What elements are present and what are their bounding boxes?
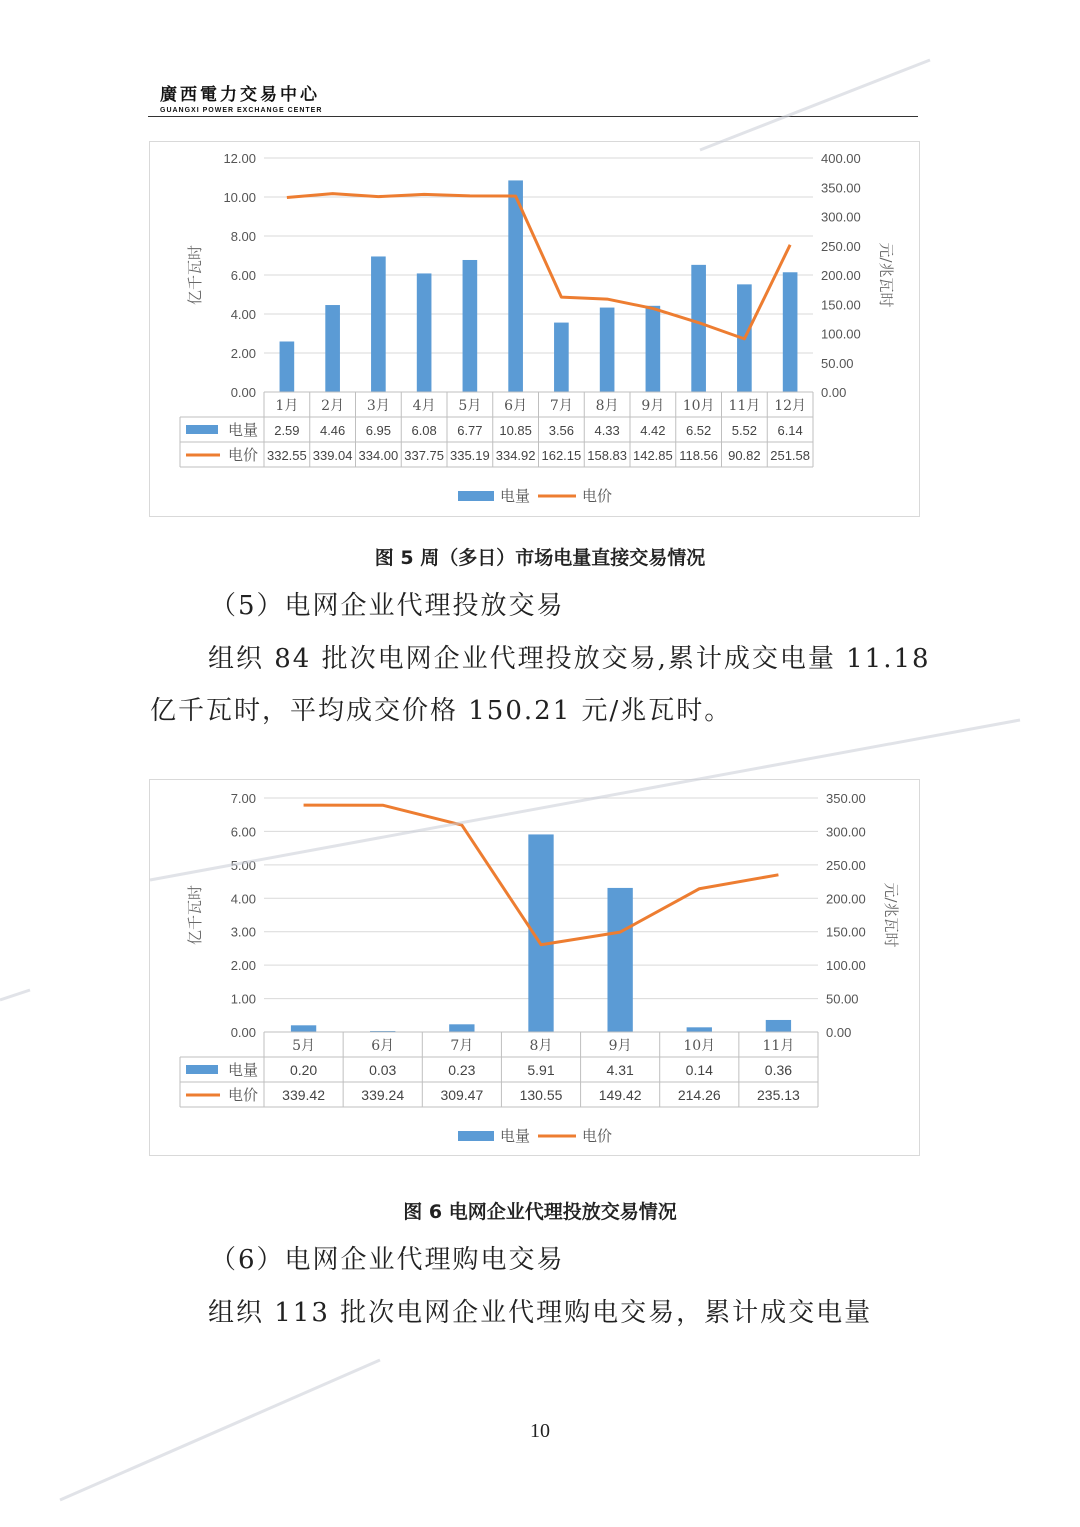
table-cell-price: 334.00 xyxy=(358,448,399,463)
table-cell-volume: 0.03 xyxy=(369,1062,397,1078)
bar-8月 xyxy=(600,308,615,392)
y-right-tick-label: 50.00 xyxy=(821,355,854,371)
table-key-volume xyxy=(186,1065,218,1074)
x-tick-label: 8月 xyxy=(595,398,619,414)
y-right-tick-label: 0.00 xyxy=(826,1025,852,1040)
table-cell-volume: 6.08 xyxy=(411,423,437,438)
bar-7月 xyxy=(449,1024,474,1032)
x-tick-label: 12月 xyxy=(774,398,807,414)
y-left-tick-label: 4.00 xyxy=(230,891,256,907)
bar-1月 xyxy=(280,341,295,392)
bar-5月 xyxy=(291,1025,316,1032)
y-left-axis-title: 亿千瓦时 xyxy=(186,884,204,946)
figure-5-caption: 图 5 周（多日）市场电量直接交易情况 xyxy=(374,547,706,569)
y-right-tick-label: 300.00 xyxy=(821,209,861,225)
table-cell-volume: 4.42 xyxy=(640,423,666,438)
table-cell-price: 339.04 xyxy=(312,448,353,463)
y-right-tick-label: 250.00 xyxy=(821,238,861,254)
table-cell-price: 251.58 xyxy=(770,448,811,463)
legend-key-volume xyxy=(458,491,494,501)
bar-10月 xyxy=(687,1027,712,1032)
table-cell-price: 235.13 xyxy=(757,1087,800,1103)
table-cell-price: 142.85 xyxy=(632,448,673,463)
x-tick-label: 11月 xyxy=(762,1038,795,1054)
table-cell-volume: 0.23 xyxy=(448,1062,476,1078)
table-row-label-volume: 电量 xyxy=(228,1061,259,1079)
legend-label-price: 电价 xyxy=(582,1127,613,1145)
chart-6-svg xyxy=(150,780,919,1155)
legend-label-volume: 电量 xyxy=(500,487,531,505)
y-right-tick-label: 350.00 xyxy=(826,791,866,806)
bar-12月 xyxy=(783,272,798,392)
table-cell-price: 90.82 xyxy=(728,448,761,463)
table-cell-volume: 4.31 xyxy=(606,1062,634,1078)
price-line xyxy=(287,194,790,339)
chart-5-svg xyxy=(150,142,919,516)
table-cell-volume: 0.14 xyxy=(685,1062,713,1078)
table-row-label-price: 电价 xyxy=(228,446,259,464)
y-right-tick-label: 350.00 xyxy=(821,180,861,196)
table-cell-volume: 6.14 xyxy=(777,423,803,438)
section-5-line-1: 组织 84 批次电网企业代理投放交易,累计成交电量 11.18 xyxy=(208,644,931,674)
y-left-axis-title: 亿千瓦时 xyxy=(186,244,204,306)
y-right-tick-label: 150.00 xyxy=(821,297,861,313)
y-left-tick-label: 0.00 xyxy=(230,1025,256,1040)
section-5-line-2: 亿千瓦时，平均成交价格 150.21 元/兆瓦时。 xyxy=(150,696,733,726)
y-right-axis-title: 元/兆瓦时 xyxy=(882,882,900,948)
x-tick-label: 9月 xyxy=(641,398,665,414)
table-cell-price: 158.83 xyxy=(587,448,628,463)
bar-9月 xyxy=(646,306,661,392)
x-tick-label: 11月 xyxy=(728,398,761,414)
x-tick-label: 4月 xyxy=(412,398,436,414)
table-key-volume xyxy=(186,425,218,434)
table-cell-volume: 6.52 xyxy=(685,423,712,438)
table-cell-price: 130.55 xyxy=(519,1087,563,1103)
x-tick-label: 7月 xyxy=(450,1038,474,1054)
bar-11月 xyxy=(766,1020,791,1032)
legend-label-volume: 电量 xyxy=(500,1127,531,1145)
y-right-tick-label: 200.00 xyxy=(826,891,866,907)
table-cell-price: 162.15 xyxy=(541,448,582,463)
bar-4月 xyxy=(417,273,432,392)
header-logo xyxy=(160,80,360,114)
y-right-tick-label: 100.00 xyxy=(821,326,861,342)
chart-figure-6 xyxy=(149,779,920,1156)
x-tick-label: 6月 xyxy=(504,398,528,414)
y-left-tick-label: 4.00 xyxy=(230,307,256,322)
x-tick-label: 5月 xyxy=(292,1038,316,1054)
y-left-tick-label: 12.00 xyxy=(223,151,256,166)
x-tick-label: 5月 xyxy=(458,398,482,414)
legend-key-volume xyxy=(458,1131,494,1141)
table-row-label-volume: 电量 xyxy=(228,421,259,439)
figure-6-caption: 图 6 电网企业代理投放交易情况 xyxy=(403,1201,677,1223)
section-6-line-1: 组织 113 批次电网企业代理购电交易，累计成交电量 xyxy=(208,1298,873,1328)
y-left-tick-label: 3.00 xyxy=(230,924,256,940)
table-cell-price: 339.24 xyxy=(361,1087,405,1103)
y-right-tick-label: 200.00 xyxy=(821,268,861,283)
y-left-tick-label: 7.00 xyxy=(230,791,256,806)
legend-label-price: 电价 xyxy=(582,487,613,505)
table-cell-price: 149.42 xyxy=(598,1087,642,1103)
table-cell-volume: 4.33 xyxy=(594,423,620,438)
x-tick-label: 7月 xyxy=(549,398,573,414)
y-right-tick-label: 0.00 xyxy=(821,385,847,400)
section-6-heading: （6）电网企业代理购电交易 xyxy=(210,1245,565,1275)
bar-5月 xyxy=(463,260,478,392)
bar-10月 xyxy=(691,265,706,392)
table-cell-volume: 6.77 xyxy=(457,423,483,438)
table-cell-price: 118.56 xyxy=(679,448,719,463)
table-cell-price: 335.19 xyxy=(449,448,490,463)
y-left-tick-label: 10.00 xyxy=(223,190,256,205)
x-tick-label: 1月 xyxy=(275,398,299,414)
table-cell-price: 309.47 xyxy=(440,1087,484,1103)
table-cell-price: 214.26 xyxy=(677,1087,721,1103)
y-right-tick-label: 50.00 xyxy=(826,991,859,1007)
table-cell-price: 339.42 xyxy=(282,1087,325,1103)
y-right-tick-label: 400.00 xyxy=(821,151,861,166)
table-cell-volume: 6.95 xyxy=(365,423,392,438)
y-left-tick-label: 2.00 xyxy=(230,346,256,361)
y-right-axis-title: 元/兆瓦时 xyxy=(877,242,895,308)
y-left-tick-label: 6.00 xyxy=(230,268,256,283)
x-tick-label: 9月 xyxy=(608,1038,632,1054)
y-left-tick-label: 8.00 xyxy=(230,229,256,244)
bar-6月 xyxy=(508,180,523,392)
table-cell-volume: 2.59 xyxy=(274,423,300,438)
x-tick-label: 10月 xyxy=(683,1038,716,1054)
x-tick-label: 10月 xyxy=(682,398,715,414)
chart-figure-5 xyxy=(149,141,920,517)
y-right-tick-label: 300.00 xyxy=(826,824,866,840)
table-cell-volume: 10.85 xyxy=(499,423,532,438)
y-left-tick-label: 1.00 xyxy=(230,991,256,1007)
table-row-label-price: 电价 xyxy=(228,1086,259,1104)
table-cell-price: 332.55 xyxy=(266,448,307,463)
y-right-tick-label: 250.00 xyxy=(826,857,866,873)
logo-cn: 廣西電力交易中心 xyxy=(160,85,320,105)
bar-2月 xyxy=(325,305,340,392)
table-cell-volume: 3.56 xyxy=(548,423,575,438)
table-cell-volume: 5.52 xyxy=(731,423,758,438)
page-number: 10 xyxy=(530,1420,550,1442)
y-left-tick-label: 6.00 xyxy=(230,824,256,840)
section-5-heading: （5）电网企业代理投放交易 xyxy=(210,591,565,621)
table-cell-volume: 5.91 xyxy=(527,1062,555,1078)
table-cell-price: 337.75 xyxy=(404,448,445,463)
bar-3月 xyxy=(371,256,386,392)
logo-en: GUANGXI POWER EXCHANGE CENTER xyxy=(160,107,323,114)
x-tick-label: 3月 xyxy=(366,398,390,414)
x-tick-label: 2月 xyxy=(321,398,345,414)
bar-9月 xyxy=(607,888,632,1032)
y-left-tick-label: 2.00 xyxy=(230,958,256,974)
table-cell-volume: 0.20 xyxy=(289,1062,318,1078)
bar-7月 xyxy=(554,323,569,392)
table-cell-price: 334.92 xyxy=(495,448,536,463)
y-left-tick-label: 5.00 xyxy=(230,857,256,873)
y-right-tick-label: 100.00 xyxy=(826,958,866,974)
x-tick-label: 6月 xyxy=(371,1038,395,1054)
table-cell-volume: 4.46 xyxy=(319,423,346,438)
table-cell-volume: 0.36 xyxy=(764,1062,793,1078)
x-tick-label: 8月 xyxy=(529,1038,553,1054)
y-right-tick-label: 150.00 xyxy=(826,924,866,940)
y-left-tick-label: 0.00 xyxy=(230,385,256,400)
header-rule xyxy=(148,116,918,117)
